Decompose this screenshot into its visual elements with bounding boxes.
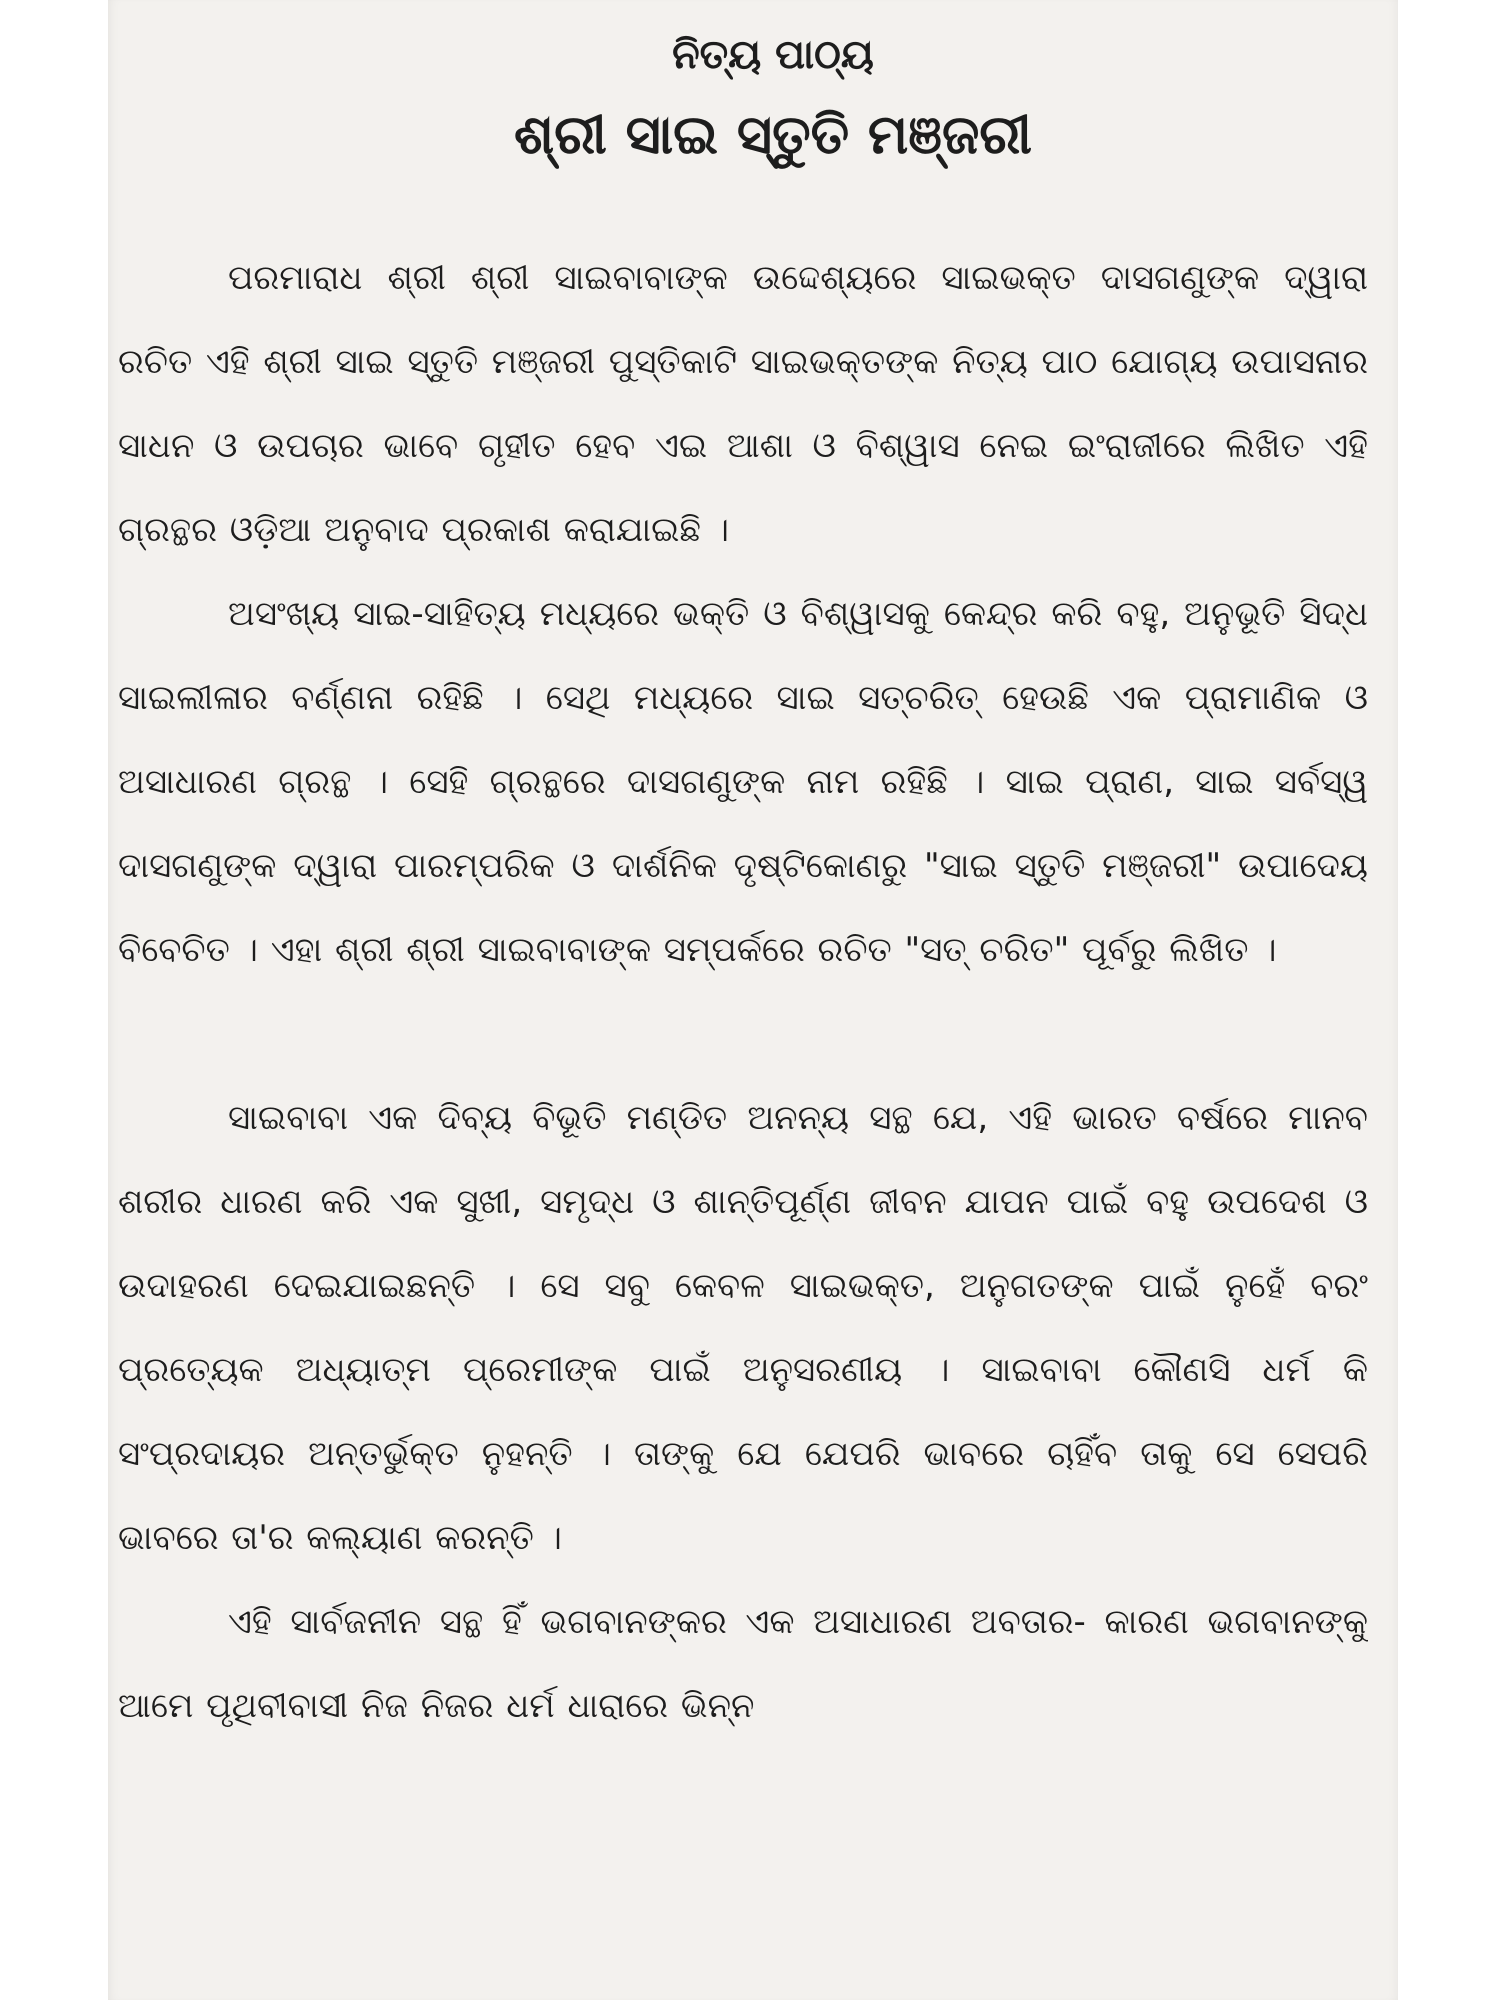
paragraph-intro: ପରମାରାଧ ଶ୍ରୀ ଶ୍ରୀ ସାଇବାବାଙ୍କ ଉଦ୍ଦେଶ୍ୟରେ ସାଇଭକ୍ତ ଦାସଗଣୁଙ୍କ ଦ୍ୱାରା ରଚିତ ଏହି ଶ୍ରୀ ସାଇ ସ୍ତୁତି ମଞ୍ଜରୀ ପୁସ୍ତିକାଟି ସାଇଭକ୍ତଙ୍କ ନିତ୍ୟ ପାଠ ଯୋଗ୍ୟ ଉପାସନାର ସାଧନ ଓ ଉପଚାର ଭାବେ ଗୃହୀତ ହେବ ଏଇ ଆଶା ଓ ବିଶ୍ୱାସ ନେଇ ଇଂରାଜୀରେ ଲିଖିତ ଏହି ଗ୍ରନ୍ଥର ଓଡ଼ିଆ ଅନୁବାଦ ପ୍ରକାଶ କରାଯାଇଛି । bbox=[118, 258, 1368, 550]
book-title: ଶ୍ରୀ ସାଇ ସ୍ତୁତି ମଞ୍ଜରୀ bbox=[513, 103, 1033, 166]
page-text bbox=[118, 20, 1368, 1748]
paragraph-literature: ଅସଂଖ୍ୟ ସାଇ-ସାହିତ୍ୟ ମଧ୍ୟରେ ଭକ୍ତି ଓ ବିଶ୍ୱାସକୁ କେନ୍ଦ୍ର କରି ବହୁ, ଅନୁଭୂତି ସିଦ୍ଧ ସାଇଲୀଳାର ବର୍ଣ୍ଣନା ରହିଛି । ସେଥି ମଧ୍ୟରେ ସାଇ ସତ୍‌ଚରିତ୍ ହେଉଛି ଏକ ପ୍ରାମାଣିକ ଓ ଅସାଧାରଣ ଗ୍ରନ୍ଥ । ସେହି ଗ୍ରନ୍ଥରେ ଦାସଗଣୁଙ୍କ ନାମ ରହିଛି । ସାଇ ପ୍ରାଣ, ସାଇ ସର୍ବସ୍ୱ ଦାସଗଣୁଙ୍କ ଦ୍ୱାରା ପାରମ୍ପରିକ ଓ ଦାର୍ଶନିକ ଦୃଷ୍ଟିକୋଣରୁ "ସାଇ ସ୍ତୁତି ମଞ୍ଜରୀ" ଉପାଦେୟ ବିବେଚିତ । ଏହା ଶ୍ରୀ ଶ୍ରୀ ସାଇବାବାଙ୍କ ସମ୍ପର୍କରେ ରଚିତ "ସତ୍ ଚରିତ" ପୂର୍ବରୁ ଲିଖିତ । bbox=[118, 594, 1368, 970]
series-title: ନିତ୍ୟ ପାଠ୍ୟ bbox=[672, 32, 874, 78]
paragraph-saibaba: ସାଇବାବା ଏକ ଦିବ୍ୟ ବିଭୂତି ମଣ୍ଡିତ ଅନନ୍ୟ ସନ୍ଥ ଯେ, ଏହି ଭାରତ ବର୍ଷରେ ମାନବ ଶରୀର ଧାରଣ କରି ଏକ ସୁଖୀ, ସମୃଦ୍ଧ ଓ ଶାନ୍ତିପୂର୍ଣ୍ଣ ଜୀବନ ଯାପନ ପାଇଁ ବହୁ ଉପଦେଶ ଓ ଉଦାହରଣ ଦେଇଯାଇଛନ୍ତି । ସେ ସବୁ କେବଳ ସାଇଭକ୍ତ, ଅନୁଗତଙ୍କ ପାଇଁ ନୁହେଁ ବରଂ ପ୍ରତ୍ୟେକ ଅଧ୍ୟାତ୍ମ ପ୍ରେମୀଙ୍କ ପାଇଁ ଅନୁସରଣୀୟ । ସାଇବାବା କୌଣସି ଧର୍ମ କି ସଂପ୍ରଦାୟର ଅନ୍ତର୍ଭୁକ୍ତ ନୁହନ୍ତି । ତାଙ୍କୁ ଯେ ଯେପରି ଭାବରେ ଚାହିଁବ ତାକୁ ସେ ସେପରି ଭାବରେ ତା'ର କଲ୍ୟାଣ କରନ୍ତି । bbox=[118, 1098, 1368, 1558]
paragraph-universal-saint: ଏହି ସାର୍ବଜନୀନ ସନ୍ଥ ହିଁ ଭଗବାନଙ୍କର ଏକ ଅସାଧାରଣ ଅବତାର- କାରଣ ଭଗବାନଙ୍କୁ ଆମେ ପୃଥିବୀବାସୀ ନିଜ ନିଜର ଧର୍ମ ଧାରାରେ ଭିନ୍ନ bbox=[118, 1602, 1368, 1726]
title-spacing bbox=[118, 186, 1368, 236]
